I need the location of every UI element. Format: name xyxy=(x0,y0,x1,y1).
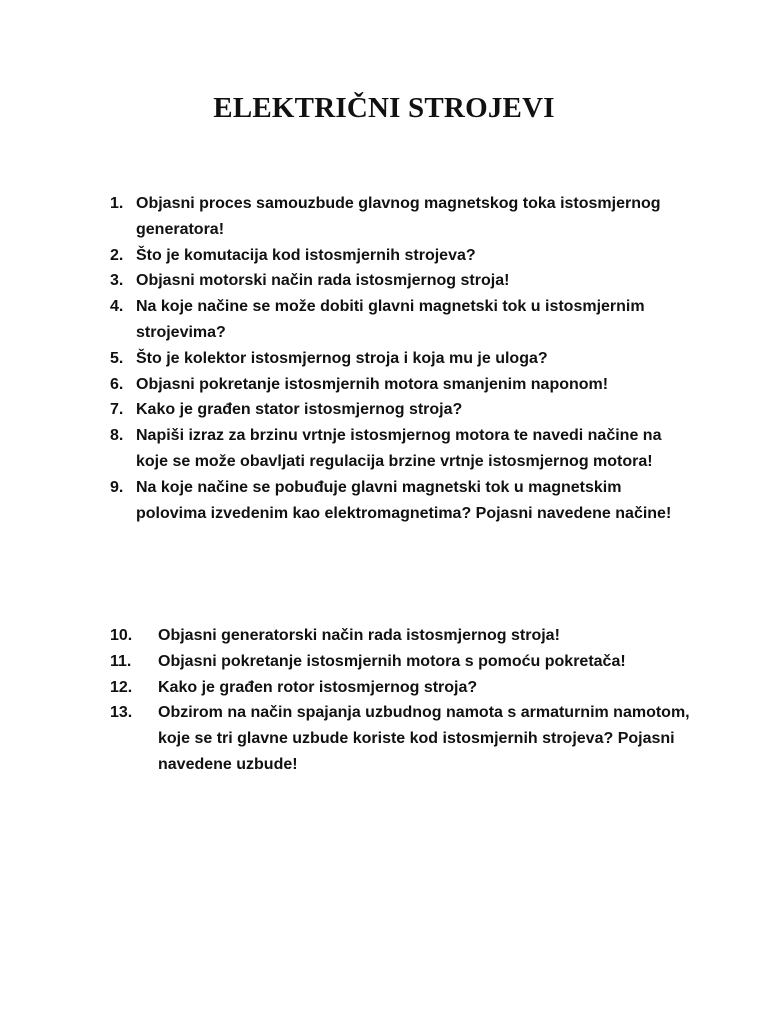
question-item xyxy=(110,700,690,777)
question-item xyxy=(110,423,690,475)
question-text: Obzirom na način spajanja uzbudnog namota s armaturnim namotom, koje se tri glavne uzbude koriste kod istosmjernih strojeva? Pojasni navedene uzbude! xyxy=(158,704,690,773)
question-text: Objasni pokretanje istosmjernih motora s pomoću pokretača! xyxy=(158,652,626,670)
question-number: 6. xyxy=(110,375,124,393)
question-text: Što je komutacija kod istosmjernih strojeva? xyxy=(136,246,476,264)
question-number: 12. xyxy=(110,678,133,696)
question-item xyxy=(110,475,690,527)
question-number: 1. xyxy=(110,195,124,212)
question-item xyxy=(110,623,690,649)
question-list-1 xyxy=(110,191,690,526)
question-number: 13. xyxy=(110,704,133,722)
question-text: Kako je građen rotor istosmjernog stroja? xyxy=(158,678,478,696)
question-list-2 xyxy=(110,623,690,778)
question-text: Objasni pokretanje istosmjernih motora smanjenim naponom! xyxy=(136,375,609,393)
question-text: Kako je građen stator istosmjernog stroja? xyxy=(136,401,463,419)
question-item xyxy=(110,346,690,372)
question-number: 5. xyxy=(110,349,124,367)
question-item xyxy=(110,372,690,398)
question-text: Na koje načine se može dobiti glavni magnetski tok u istosmjernim strojevima? xyxy=(136,298,645,341)
question-number: 10. xyxy=(110,627,133,644)
question-number: 9. xyxy=(110,478,124,496)
document-title: ELEKTRIČNI STROJEVI xyxy=(213,92,555,124)
question-number: 8. xyxy=(110,427,124,445)
question-text: Objasni proces samouzbude glavnog magnetskog toka istosmjernog generatora! xyxy=(136,195,661,238)
question-text: Objasni motorski način rada istosmjernog stroja! xyxy=(136,272,510,290)
question-item xyxy=(110,243,690,269)
question-item xyxy=(110,675,690,701)
question-item xyxy=(110,397,690,423)
question-number: 4. xyxy=(110,298,124,316)
question-item xyxy=(110,268,690,294)
question-number: 7. xyxy=(110,401,124,419)
question-number: 3. xyxy=(110,272,124,290)
question-item xyxy=(110,294,690,346)
question-text: Što je kolektor istosmjernog stroja i koja mu je uloga? xyxy=(136,349,548,367)
question-text: Napiši izraz za brzinu vrtnje istosmjernog motora te navedi načine na koje se može obavljati regulacija brzine vrtnje istosmjernog motora! xyxy=(136,427,662,470)
question-text: Objasni generatorski način rada istosmjernog stroja! xyxy=(158,627,560,644)
question-number: 2. xyxy=(110,246,124,264)
question-number: 11. xyxy=(110,652,132,670)
question-item xyxy=(110,649,690,675)
question-text: Na koje načine se pobuđuje glavni magnetski tok u magnetskim polovima izvedenim kao elektromagnetima? Pojasni navedene načine! xyxy=(136,478,672,522)
question-item xyxy=(110,191,690,243)
